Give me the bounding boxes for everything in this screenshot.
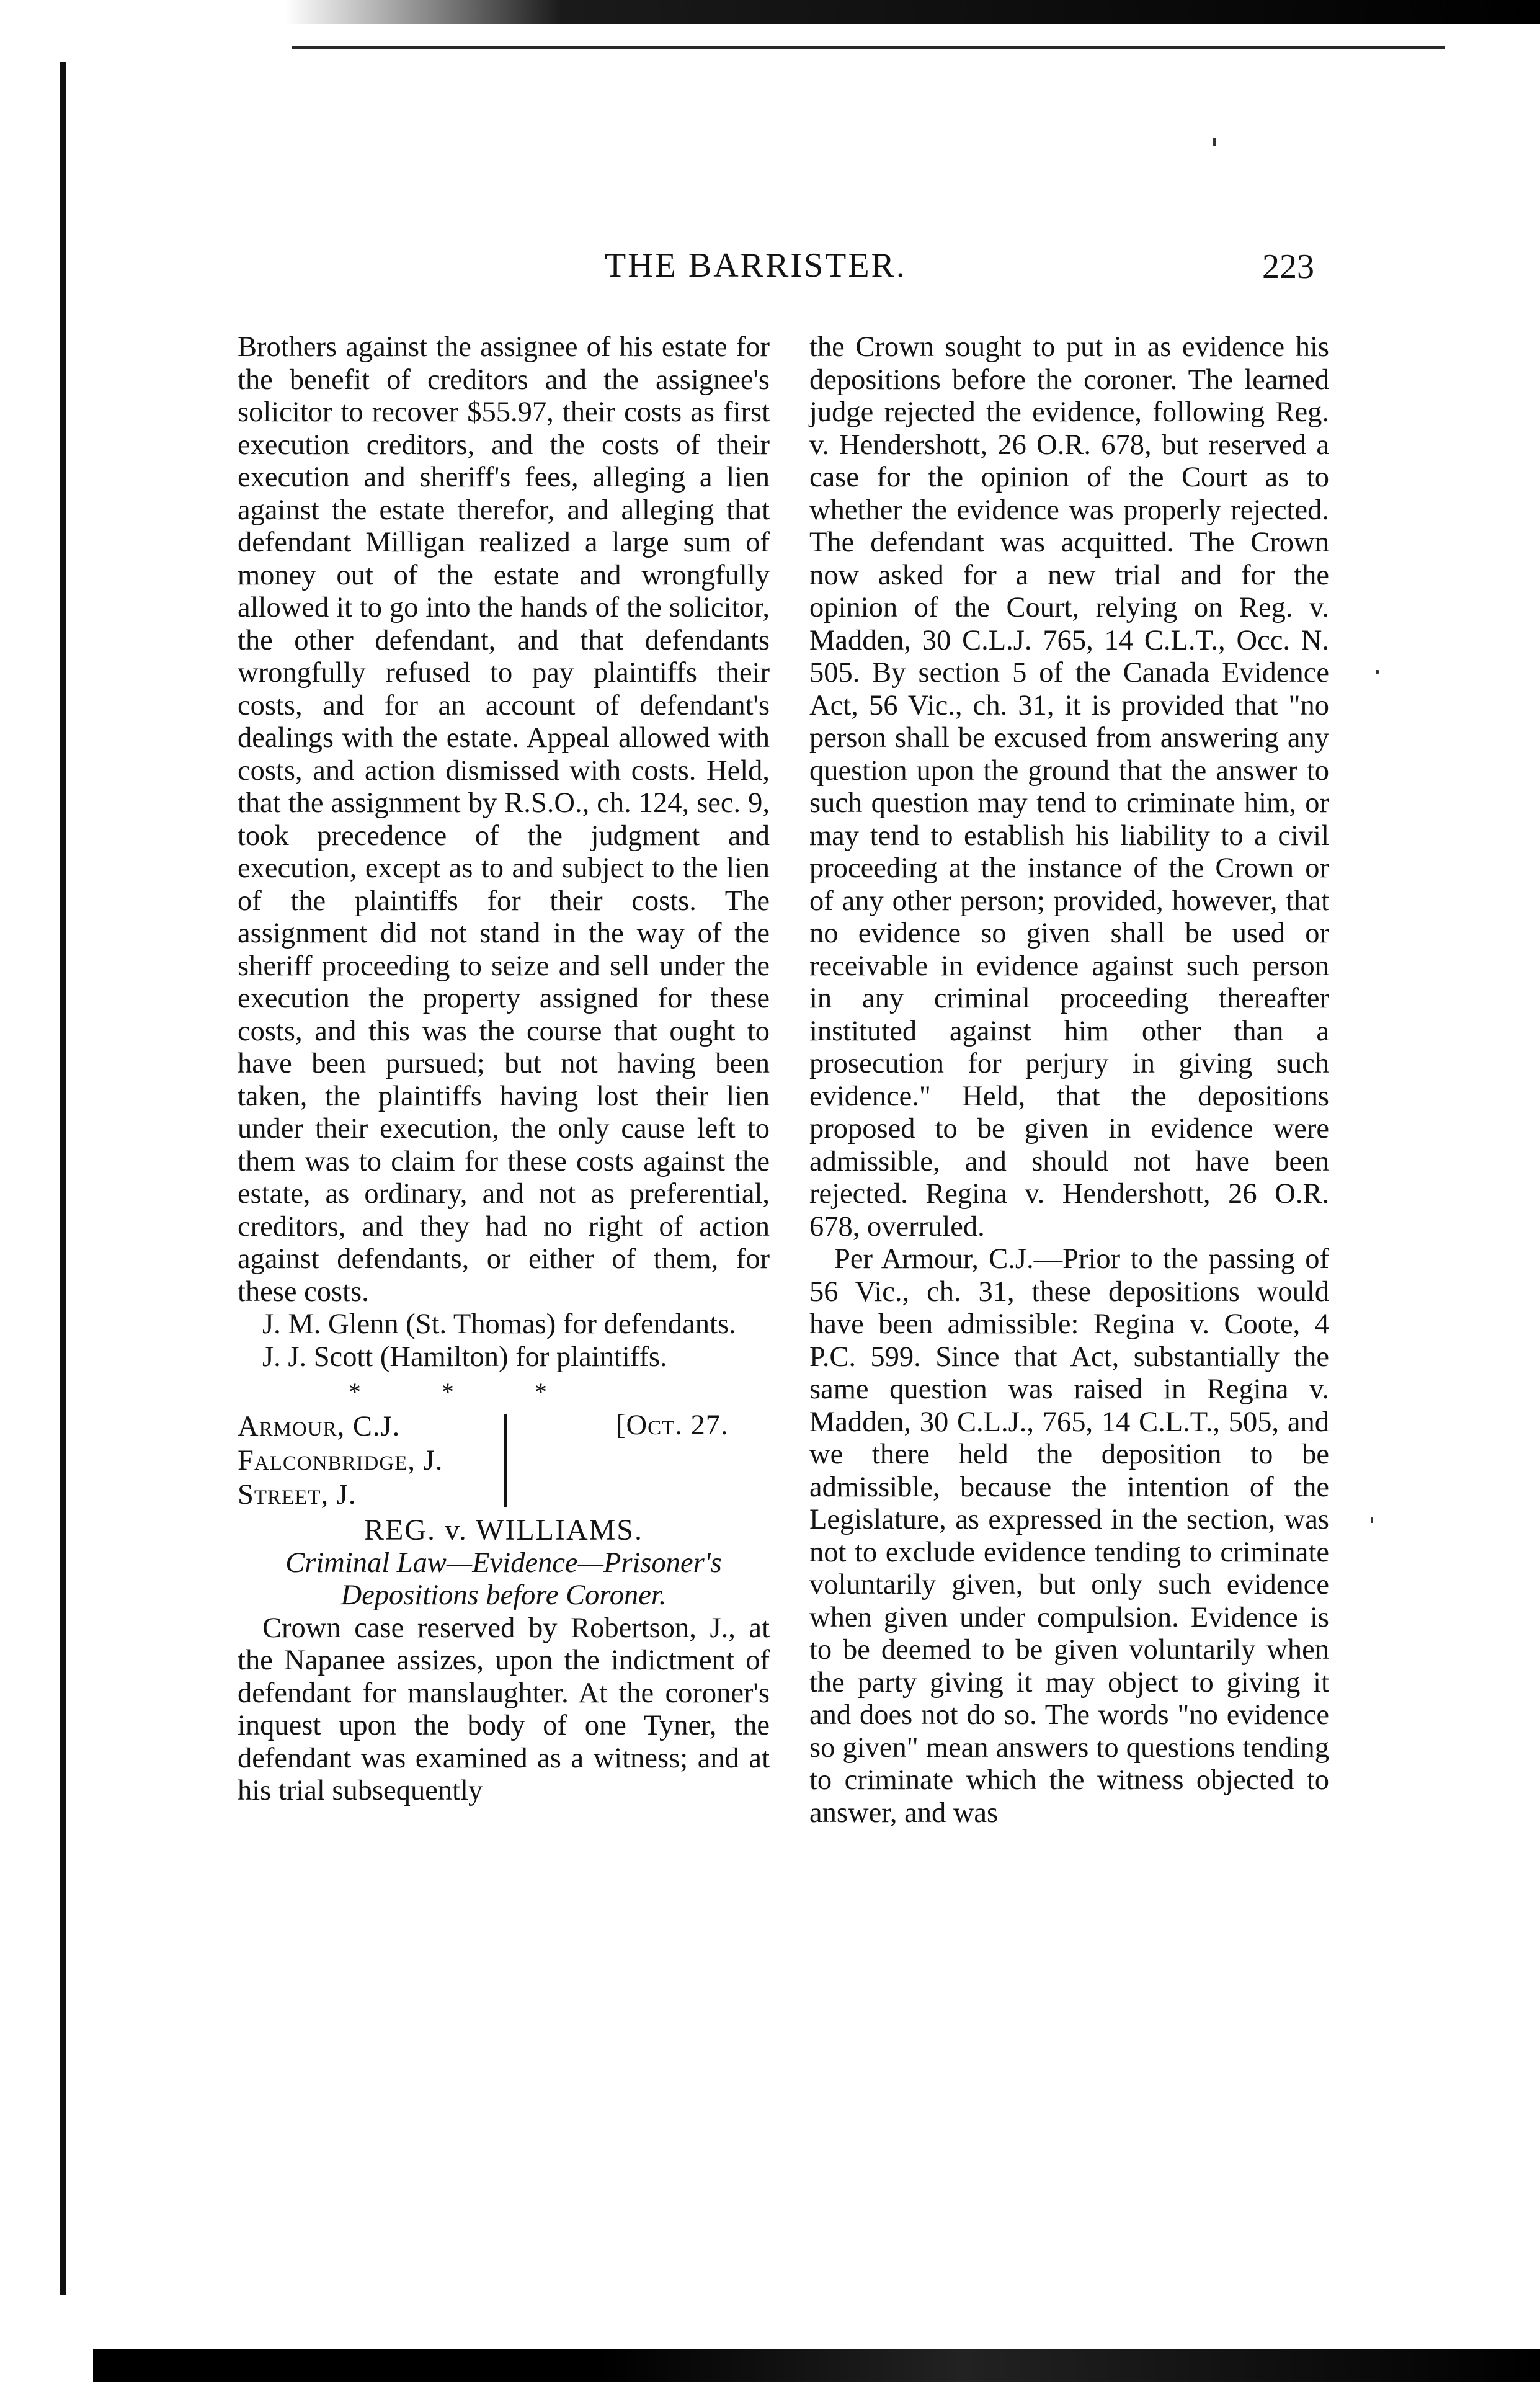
counsel-line: J. J. Scott (Hamilton) for plaintiffs. — [262, 1341, 667, 1373]
bench-judge: Street, J. — [238, 1479, 357, 1511]
bench-bracket — [498, 1414, 507, 1507]
right-column — [809, 331, 1329, 1829]
page-number: 223 — [1262, 248, 1314, 286]
counsel-line: J. M. Glenn (St. Thomas) for defendants. — [262, 1308, 736, 1340]
body-paragraph: Brothers against the assignee of his estate for the benefit of creditors and the assignee's solicitor to recover $55.97, their costs as first execution creditors, and the costs of their execution and sheriff's fees, alleging a lien against the estate therefor, and alleging that defendant Milligan realized a large sum of money out of the estate and wrongfully allowed it to go into the hands of the solicitor, the other defendant, and that defendants wrongfully refused to pay plaintiffs their costs, and for an account of defendant's dealings with the estate. Appeal allowed with costs, and action dismissed with costs. Held, that the assignment by R.S.O., ch. 124, sec. 9, took precedence of the judgment and execution, except as to and subject to the lien of the plaintiffs for their costs. The assignment did not stand in the way of the sheriff proceeding to seize and sell under the execution the property assigned for these costs, and this was the course that ought to have been pursued; but not having been taken, the plaintiffs having lost their lien under their execution, the only cause left to them was to claim for these costs against the estate, as ordinary, and not as preferential, creditors, and they had no right of action against defendants, or either of them, for these costs. — [238, 331, 770, 1308]
date-day: 27. — [690, 1409, 729, 1441]
scan-edge-left — [60, 62, 66, 2295]
case-name: REG. v. WILLIAMS. — [364, 1514, 643, 1547]
case-statement: Crown case reserved by Robertson, J., at the Napanee assizes, upon the indictment of defendant for manslaughter. At the coroner's inquest upon the body of one Tyner, the defendant was examined as a witness; and at his trial subsequently — [238, 1612, 770, 1806]
bench-judge: Falconbridge, J. — [238, 1445, 443, 1476]
date-bracket: [ — [616, 1409, 626, 1441]
left-column — [238, 331, 770, 1808]
bench-block — [238, 1409, 770, 1512]
scan-speck — [1371, 1517, 1373, 1523]
scan-speck — [1376, 670, 1379, 674]
body-paragraph: the Crown sought to put in as evidence his depositions before the coroner. The learned judge rejected the evidence, following Reg. v. Hendershott, 26 O.R. 678, but reserved a case for the opinion of the Court as to whether the evidence was properly rejected. The defendant was acquitted. The Crown now asked for a new trial and for the opinion of the Court, relying on Reg. v. Madden, 30 C.L.J. 765, 14 C.L.T., Occ. N. 505. By section 5 of the Canada Evidence Act, 56 Vic., ch. 31, it is provided that "no person shall be excused from answering any question upon the ground that the answer to such question may tend to criminate him, or may tend to establish his liability to a civil proceeding at the instance of the Crown or of any other person; provided, however, that no evidence so given shall be used or receivable in evidence against such person in any criminal proceeding thereafter instituted against him other than a prosecution for perjury in giving such evidence." Held, that the depositions proposed to be given in evidence were admissible, and should not have been rejected. Regina v. Hendershott, 26 O.R. 678, overruled. — [809, 331, 1329, 1243]
body-paragraph: Per Armour, C.J.—Prior to the passing of 56 Vic., ch. 31, these depositions would have been admissible: Regina v. Coote, 4 P.C. 599. Since that Act, substantially the same question was raised in Regina v. Madden, 30 C.L.J., 765, 14 C.L.T., 505, and we there held the deposition to be admissible, because the intention of the Legislature, as expressed in the section, was not to exclude evidence tending to criminate voluntarily given, but only such evidence when given under compulsion. Evidence is to be deemed to be given voluntarily when the party giving it may object to giving it and does not do so. The words "no evidence so given" mean answers to questions tending to criminate which the witness objected to answer, and was — [809, 1243, 1329, 1829]
bench-list — [238, 1409, 498, 1512]
date-month: Oct. — [626, 1409, 683, 1441]
scan-speck — [1213, 138, 1216, 146]
scan-edge-bottom — [93, 2349, 1540, 2382]
scan-rule-top — [292, 46, 1445, 49]
running-title: THE BARRISTER. — [605, 246, 907, 285]
section-separator: * * * — [349, 1378, 584, 1406]
decision-date — [616, 1409, 729, 1442]
scan-edge-top — [285, 0, 1540, 24]
bench-judge: Armour, C.J. — [238, 1411, 401, 1442]
case-subject: Criminal Law—Evidence—Prisoner's Depositions before Coroner. — [285, 1547, 722, 1611]
